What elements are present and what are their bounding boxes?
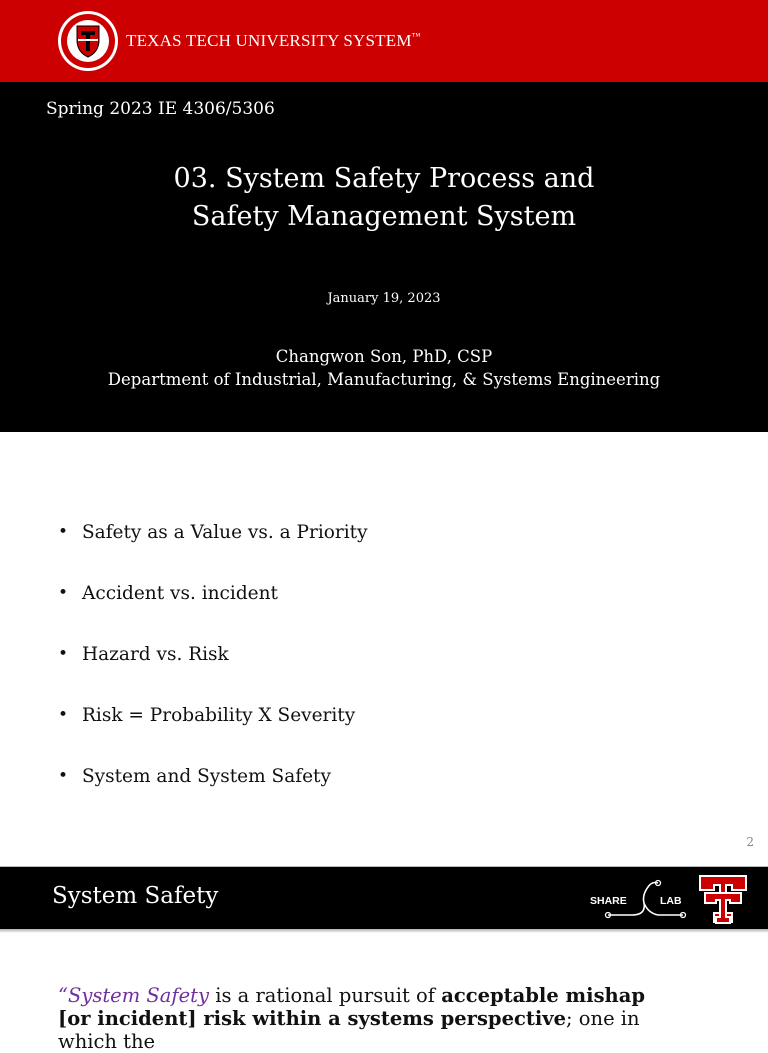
recap-bullet-list [58, 522, 368, 827]
share-logo-text-left: SHARE [590, 895, 627, 907]
double-t-logo-icon [699, 873, 747, 925]
course-code: Spring 2023 IE 4306/5306 [46, 99, 275, 119]
system-safety-header [0, 866, 768, 929]
body-bold-text: acceptable mishap [or incident] risk within a systems perspective [58, 984, 645, 1030]
org-name: TEXAS TECH UNIVERSITY SYSTEM™ [126, 31, 421, 50]
defined-term: “System Safety [58, 984, 210, 1007]
bullet-icon: • [58, 522, 69, 542]
title-line-1: 03. System Safety Process and [173, 163, 595, 194]
list-item: • Accident vs. incident [58, 583, 278, 604]
list-item: • System and System Safety [58, 766, 331, 787]
title-line-2: Safety Management System [191, 201, 577, 232]
list-item: • Safety as a Value vs. a Priority [58, 522, 368, 543]
brand-band [0, 0, 768, 82]
author-block [0, 345, 768, 391]
share-logo-text-right: LAB [660, 895, 682, 907]
definition-paragraph [58, 984, 658, 1053]
presentation-date: January 19, 2023 [327, 291, 441, 306]
body-text-1: is a rational pursuit of [209, 984, 442, 1007]
body-text-2: ; one in which the [58, 1007, 640, 1053]
bullet-icon: • [58, 644, 69, 664]
title-slide [0, 0, 768, 432]
slide-title [0, 160, 768, 236]
bullet-icon: • [58, 766, 69, 786]
bullet-icon: • [58, 705, 69, 725]
system-safety-header-title: System Safety [52, 883, 219, 909]
recap-slide [0, 432, 768, 866]
author-name: Changwon Son, PhD, CSP [275, 347, 493, 366]
bullet-icon: • [58, 583, 69, 603]
page-number: 2 [746, 835, 754, 849]
share-lab-logo-icon [588, 877, 688, 919]
list-item: • Hazard vs. Risk [58, 644, 229, 665]
ttu-seal-icon [57, 10, 119, 72]
list-item: • Risk = Probability X Severity [58, 705, 356, 726]
department-name: Department of Industrial, Manufacturing, & Systems Engineering [107, 370, 661, 389]
